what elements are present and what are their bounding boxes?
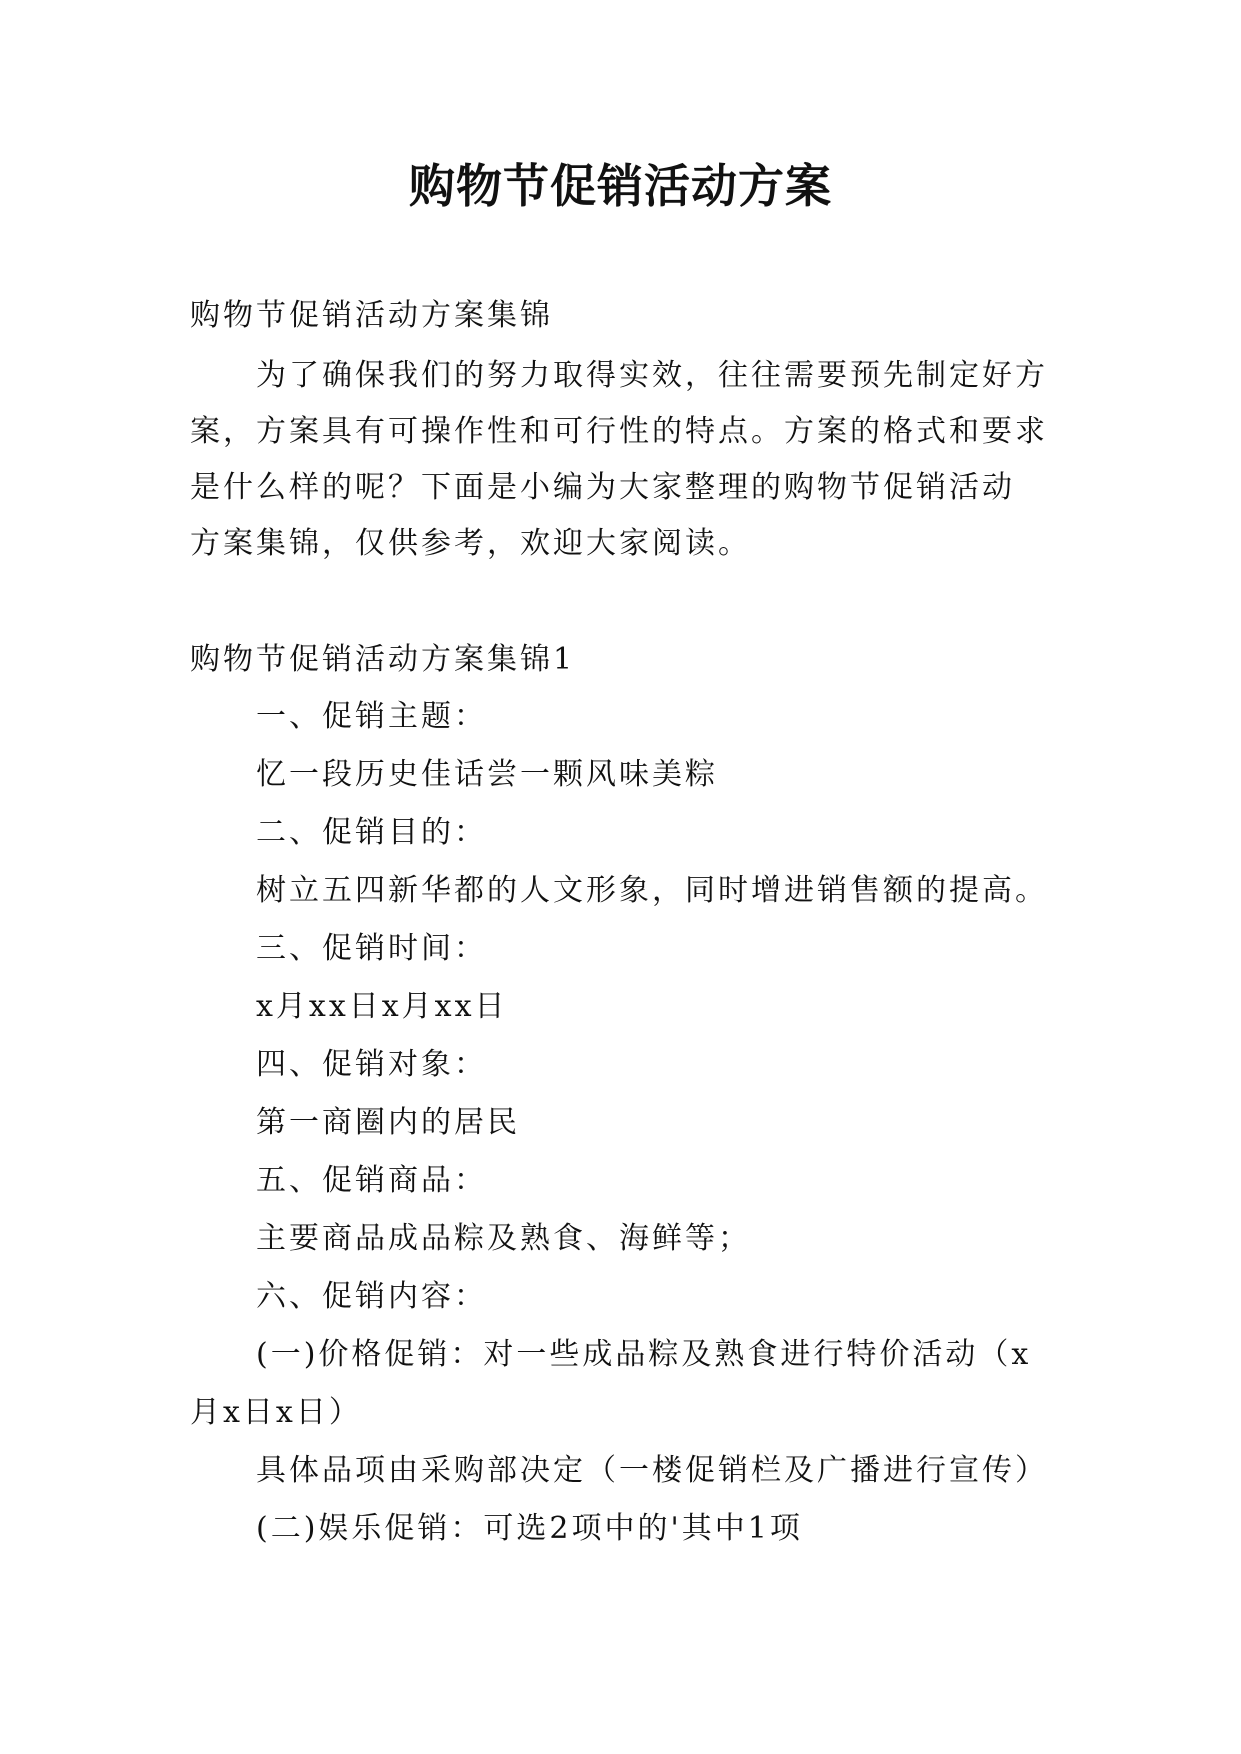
item-heading-time: 三、促销时间： (256, 931, 487, 966)
section-heading: 购物节促销活动方案集锦1 (190, 642, 576, 677)
item-text-price-2: 月x日x日） (190, 1395, 362, 1430)
item-text-goods: 主要商品成品粽及熟食、海鲜等； (256, 1221, 751, 1256)
intro-line-3: 是什么样的呢？下面是小编为大家整理的购物节促销活动 (190, 470, 1015, 505)
item-text-target: 第一商圈内的居民 (256, 1105, 520, 1140)
item-text-entertainment: (二)娱乐促销：可选2项中的'其中1项 (256, 1511, 803, 1546)
intro-line-4: 方案集锦，仅供参考，欢迎大家阅读。 (190, 526, 751, 561)
item-heading-goods: 五、促销商品： (256, 1163, 487, 1198)
item-text-theme: 忆一段历史佳话尝一颗风味美粽 (256, 757, 718, 792)
item-text-price-1: (一)价格促销：对一些成品粽及熟食进行特价活动（x (256, 1337, 1032, 1372)
document-title: 购物节促销活动方案 (409, 159, 832, 213)
item-text-goal: 树立五四新华都的人文形象，同时增进销售额的提高。 (256, 873, 1048, 908)
item-text-time: x月xx日x月xx日 (256, 989, 508, 1024)
intro-line-2: 案，方案具有可操作性和可行性的特点。方案的格式和要求 (190, 414, 1048, 449)
intro-line-1: 为了确保我们的努力取得实效，往往需要预先制定好方 (256, 358, 1048, 393)
item-heading-theme: 一、促销主题： (256, 699, 487, 734)
item-heading-goal: 二、促销目的： (256, 815, 487, 850)
item-heading-content: 六、促销内容： (256, 1279, 487, 1314)
subtitle-line: 购物节促销活动方案集锦 (190, 298, 553, 333)
item-text-purchase: 具体品项由采购部决定（一楼促销栏及广播进行宣传） (256, 1453, 1048, 1488)
item-heading-target: 四、促销对象： (256, 1047, 487, 1082)
